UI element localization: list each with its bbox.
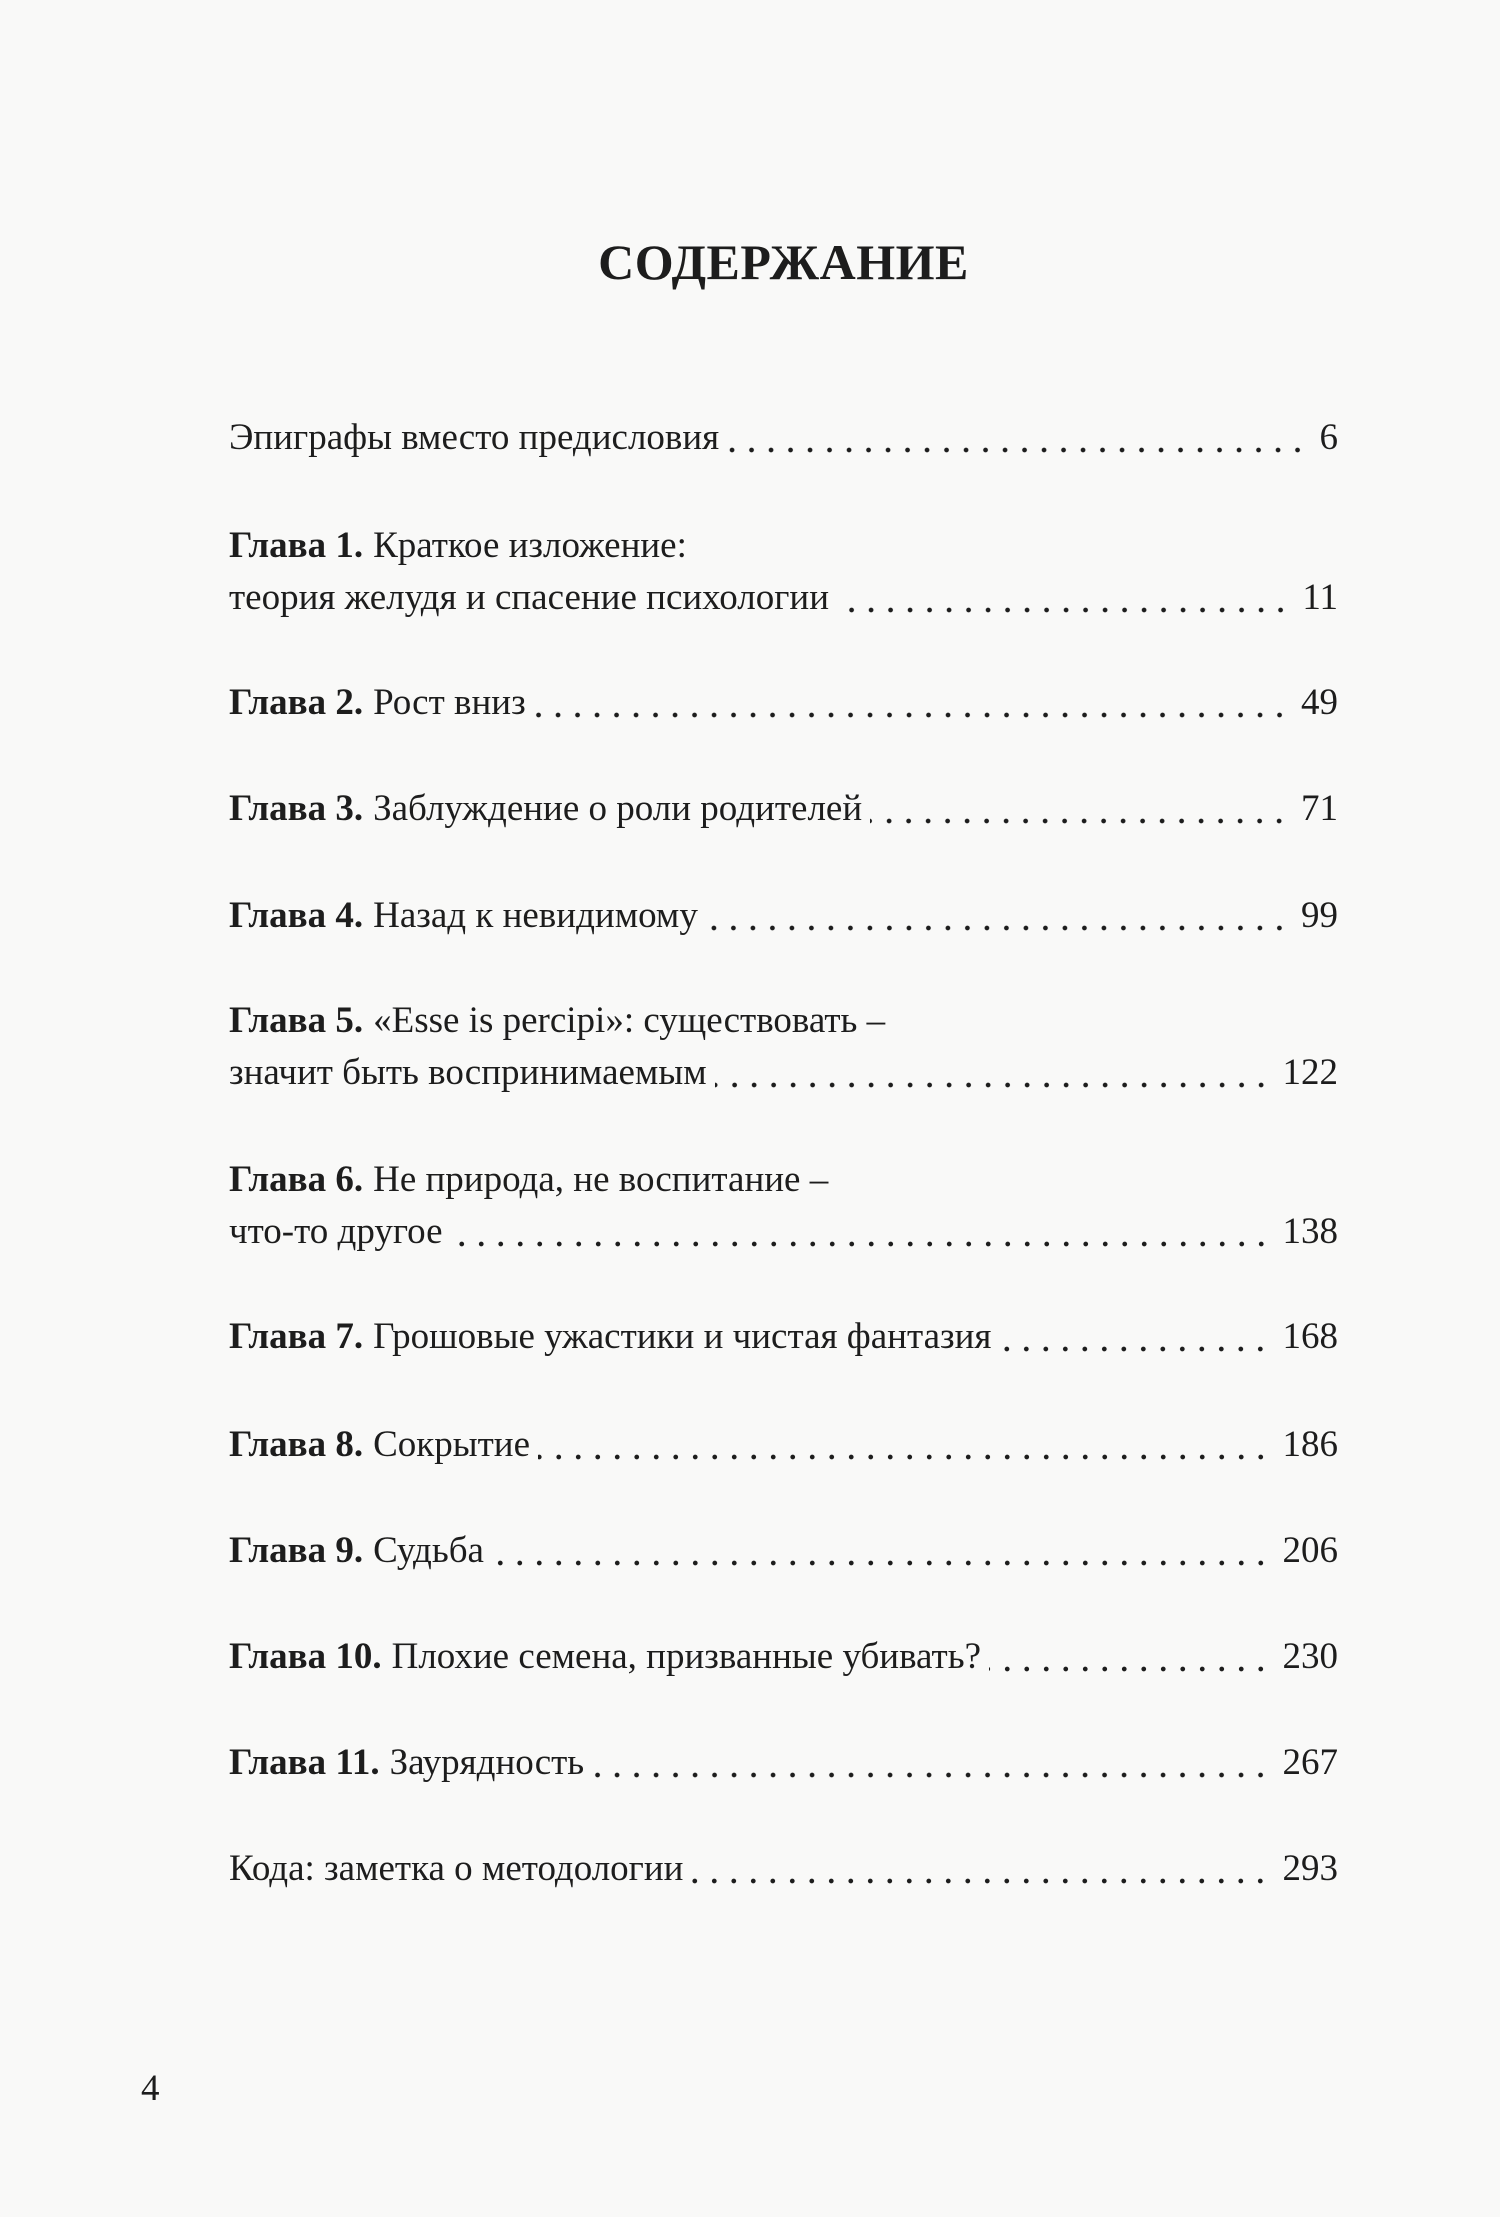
entry-title: Кода: заметка о методологии: [229, 1848, 684, 1889]
entry-title: Краткое изложение:: [373, 525, 687, 566]
dot-leader: [715, 1081, 1271, 1089]
toc-entry-line: [229, 1206, 1338, 1258]
toc-entry-chapter-5: [229, 995, 1338, 1099]
page-ref: 49: [1301, 682, 1338, 723]
toc-entry-chapter-7: [229, 1311, 1338, 1363]
page-ref: 267: [1282, 1742, 1338, 1783]
toc-entry-line: [229, 1631, 1338, 1683]
toc-entry-coda: [229, 1843, 1338, 1895]
toc-entry-line: [229, 890, 1338, 942]
dot-leader: [592, 1771, 1270, 1779]
toc-entry-chapter-4: [229, 890, 1338, 942]
chapter-label: Глава 5.: [229, 1000, 364, 1041]
toc-entry-chapter-9: [229, 1525, 1338, 1577]
chapter-label: Глава 10.: [229, 1636, 382, 1677]
page-ref: 122: [1282, 1052, 1338, 1093]
toc-entry-epigraphs: [229, 412, 1338, 464]
page-ref: 186: [1282, 1424, 1338, 1465]
page-number: 4: [141, 2068, 160, 2109]
toc-entry-chapter-8: [229, 1419, 1338, 1471]
toc-entry-line: [229, 677, 1338, 729]
chapter-label: Глава 1.: [229, 525, 364, 566]
entry-title: Плохие семена, призванные убивать?: [391, 1636, 981, 1677]
dot-leader: [837, 606, 1290, 614]
dot-leader: [538, 1453, 1270, 1461]
toc-entry-line: [229, 1843, 1338, 1895]
entry-title: Рост вниз: [373, 682, 526, 723]
entry-title: «Esse is percipi»: существовать –: [373, 1000, 886, 1041]
entry-title: Заурядность: [389, 1742, 585, 1783]
page-ref: 71: [1301, 788, 1338, 829]
toc-entry-line: [229, 1525, 1338, 1577]
dot-leader: [451, 1240, 1271, 1248]
toc-entry-line: [229, 1737, 1338, 1789]
page-ref: 99: [1301, 895, 1338, 936]
dot-leader: [706, 924, 1289, 932]
entry-title: Грошовые ужастики и чистая фантазия: [373, 1316, 992, 1357]
dot-leader: [999, 1345, 1270, 1353]
toc-entry-line: [229, 412, 1338, 464]
dot-leader: [989, 1665, 1271, 1673]
chapter-label: Глава 3.: [229, 788, 364, 829]
page-ref: 293: [1282, 1848, 1338, 1889]
chapter-label: Глава 6.: [229, 1159, 364, 1200]
toc-entry-line: [229, 520, 1338, 572]
toc-entry-line: [229, 1419, 1338, 1471]
toc-entry-chapter-3: [229, 783, 1338, 835]
entry-title: Заблуждение о роли родителей: [373, 788, 863, 829]
toc-entry-line: [229, 572, 1338, 624]
entry-title: Не природа, не воспитание –: [373, 1159, 829, 1200]
page-ref: 168: [1282, 1316, 1338, 1357]
entry-title-continued: что-то другое: [229, 1211, 443, 1252]
entry-title: Сокрытие: [373, 1424, 531, 1465]
toc-entry-chapter-6: [229, 1154, 1338, 1258]
entry-title-continued: значит быть воспринимаемым: [229, 1052, 707, 1093]
entry-title-continued: теория желудя и спасение психологии: [229, 577, 830, 618]
toc-entry-line: [229, 1047, 1338, 1099]
entry-title: Назад к невидимому: [373, 895, 698, 936]
toc-entry-line: [229, 1154, 1338, 1206]
entry-title: Судьба: [373, 1530, 484, 1571]
page-ref: 11: [1302, 577, 1338, 618]
page-ref: 206: [1282, 1530, 1338, 1571]
chapter-label: Глава 9.: [229, 1530, 364, 1571]
toc-entry-chapter-10: [229, 1631, 1338, 1683]
chapter-label: Глава 7.: [229, 1316, 364, 1357]
page-ref: 138: [1282, 1211, 1338, 1252]
entry-title: Эпиграфы вместо предисловия: [229, 417, 720, 458]
dot-leader: [691, 1877, 1270, 1885]
dot-leader: [870, 817, 1289, 825]
toc-entry-line: [229, 995, 1338, 1047]
chapter-label: Глава 2.: [229, 682, 364, 723]
page-ref: 230: [1282, 1636, 1338, 1677]
toc-title: СОДЕРЖАНИЕ: [598, 234, 969, 290]
toc-entry-chapter-11: [229, 1737, 1338, 1789]
page-ref: 6: [1319, 417, 1338, 458]
toc-entry-line: [229, 783, 1338, 835]
toc-entry-line: [229, 1311, 1338, 1363]
toc-entry-chapter-2: [229, 677, 1338, 729]
dot-leader: [727, 446, 1307, 454]
chapter-label: Глава 8.: [229, 1424, 364, 1465]
chapter-label: Глава 11.: [229, 1742, 380, 1783]
toc-entry-chapter-1: [229, 520, 1338, 624]
dot-leader: [492, 1559, 1271, 1567]
dot-leader: [534, 711, 1289, 719]
chapter-label: Глава 4.: [229, 895, 364, 936]
